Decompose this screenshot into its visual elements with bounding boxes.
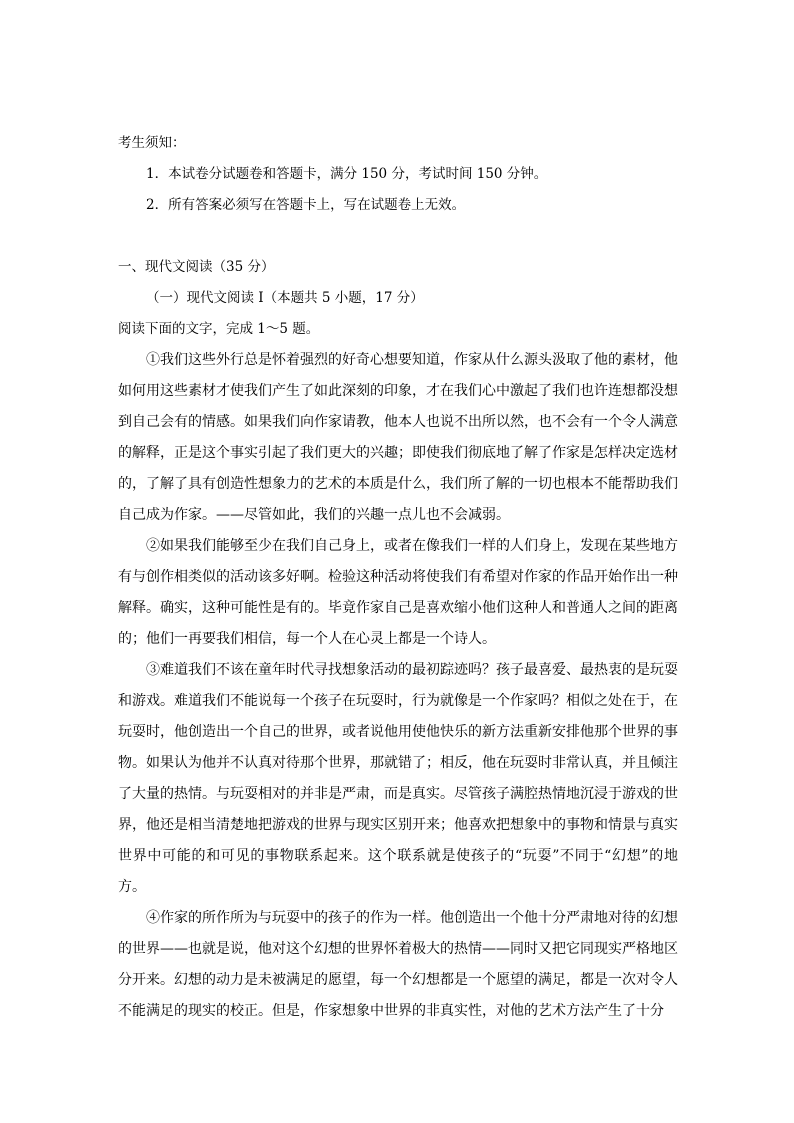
notice-title: 考生须知：: [118, 135, 186, 151]
exam-page: [118, 128, 678, 1027]
paragraph-3: ③难道我们不该在童年时代寻找想象活动的最初踪迹吗？孩子最喜爱、最热衷的是玩耍和游戏。难道我们不能说每一个孩子在玩耍时，行为就像是一个作家吗？相似之处在于，在玩耍时，他创造出一个自己的世界，或者说他用使他快乐的新方法重新安排他那个世界的事物。如果认为他并不认真对待那个世界，那就错了；相反，他在玩耍时非常认真，并且倾注了大量的热情。与玩耍相对的并非是严肃，而是真实。尽管孩子满腔热情地沉浸于游戏的世界，他还是相当清楚地把游戏的世界与现实区别开来；他喜欢把想象中的事物和情景与真实世界中可能的和可见的事物联系起来。这个联系就是使孩子的“玩耍”不同于“幻想”的地方。: [118, 662, 678, 895]
paragraph-1: ①我们这些外行总是怀着强烈的好奇心想要知道，作家从什么源头汲取了他的素材，他如何用这些素材才使我们产生了如此深刻的印象，才在我们心中激起了我们也许连想都没想到自己会有的情感。如果我们向作家请教，他本人也说不出所以然，也不会有一个令人满意的解释，正是这个事实引起了我们更大的兴趣；即使我们彻底地了解了作家是怎样决定选材的，了解了具有创造性想象力的艺术的本质是什么，我们所了解的一切也根本不能帮助我们自己成为作家。——尽管如此，我们的兴趣一点儿也不会减弱。: [118, 352, 678, 523]
section-title: 一、现代文阅读（35 分）: [118, 259, 275, 275]
paragraph-2: ②如果我们能够至少在我们自己身上，或者在像我们一样的人们身上，发现在某些地方有与创作相类似的活动该多好啊。检验这种活动将使我们有希望对作家的作品开始作出一种解释。确实，这种可能性是有的。毕竟作家自己是喜欢缩小他们这种人和普通人之间的距离的；他们一再要我们相信，每一个人在心灵上都是一个诗人。: [118, 538, 678, 647]
notice-item-2: 2．所有答案必须写在答题卡上，写在试题卷上无效。: [146, 197, 466, 213]
paragraph-4: ④作家的所作所为与玩耍中的孩子的作为一样。他创造出一个他十分严肃地对待的幻想的世界——也就是说，他对这个幻想的世界怀着极大的热情——同时又把它同现实严格地区分开来。幻想的动力是未被满足的愿望，每一个幻想都是一个愿望的满足，都是一次对令人不能满足的现实的校正。但是，作家想象中世界的非真实性，对他的艺术方法产生了十分: [118, 910, 678, 1019]
reading-instruction: 阅读下面的文字，完成 1～5 题。: [118, 321, 320, 337]
subsection-title: （一）现代文阅读 I（本题共 5 小题，17 分）: [146, 290, 424, 306]
notice-item-1: 1．本试卷分试题卷和答题卡，满分 150 分，考试时间 150 分钟。: [146, 166, 548, 182]
